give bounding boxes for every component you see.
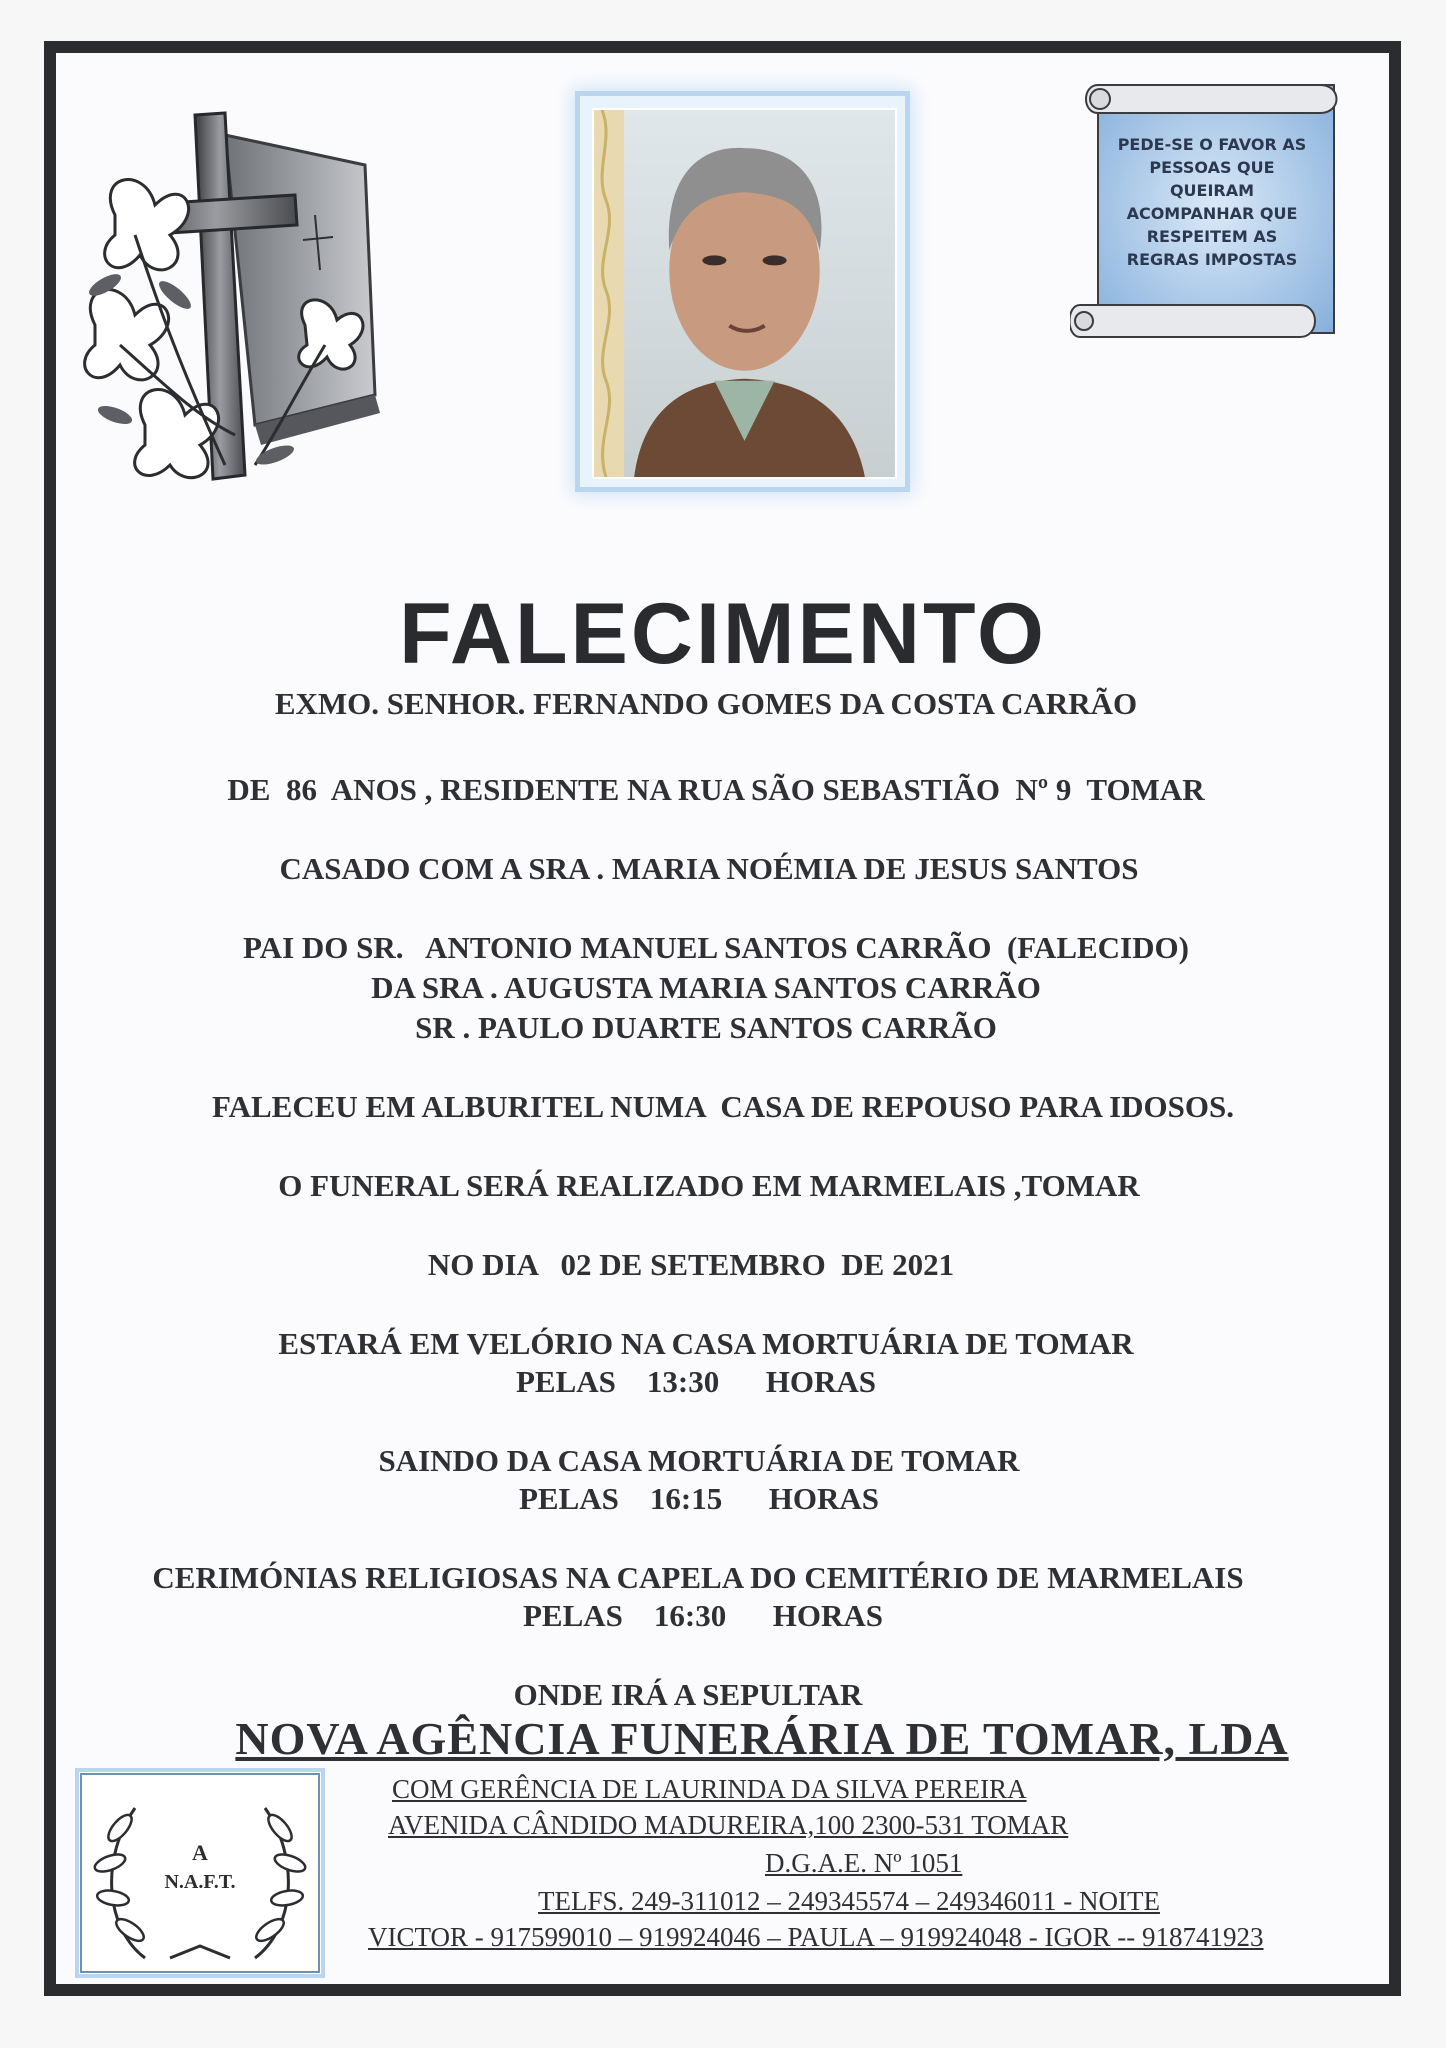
age-residence: DE 86 ANOS , RESIDENTE NA RUA SÃO SEBASTIÃO Nº 9 TOMAR (227, 772, 1205, 807)
laurel-wreath-icon (75, 1768, 325, 1978)
cross-lily-ornament-icon (75, 95, 395, 490)
children-line-2: DA SRA . AUGUSTA MARIA SANTOS CARRÃO (371, 970, 1041, 1005)
departure-line: SAINDO DA CASA MORTUÁRIA DE TOMAR (378, 1443, 1020, 1478)
page-title: FALECIMENTO (399, 586, 1047, 682)
seal-abbrev: N.A.F.T. (164, 1871, 236, 1893)
departure-time-line: PELAS 16:15 HORAS (519, 1481, 879, 1516)
seal-letter: A (192, 1840, 208, 1865)
children-line-3: SR . PAULO DUARTE SANTOS CARRÃO (415, 1010, 997, 1045)
wake-line: ESTARÁ EM VELÓRIO NA CASA MORTUÁRIA DE TOMAR (278, 1326, 1134, 1361)
ceremonies-line: CERIMÓNIAS RELIGIOSAS NA CAPELA DO CEMITÉRIO DE MARMELAIS (152, 1560, 1244, 1595)
agency-dgae: D.G.A.E. Nº 1051 (765, 1848, 963, 1878)
burial-line: ONDE IRÁ A SEPULTAR (513, 1677, 863, 1712)
ceremonies-time-line: PELAS 16:30 HORAS (523, 1598, 883, 1633)
children-line-1: PAI DO SR. ANTONIO MANUEL SANTOS CARRÃO (FALECIDO) (243, 930, 1189, 965)
portrait-photo (592, 108, 897, 479)
funeral-place-line: O FUNERAL SERÁ REALIZADO EM MARMELAIS ,TOMAR (278, 1168, 1140, 1203)
funeral-date-line: NO DIA 02 DE SETEMBRO DE 2021 (427, 1247, 955, 1282)
agency-contacts: VICTOR - 917599010 – 919924046 – PAULA – 919924048 - IGOR -- 918741923 (368, 1922, 1264, 1952)
deceased-portrait (580, 96, 905, 487)
notice-text: PEDE-SE O FAVOR AS PESSOAS QUE QUEIRAM ACOMPANHAR QUE RESPEITEM AS REGRAS IMPOSTAS (1117, 135, 1307, 269)
agency-seal (75, 1768, 325, 1978)
deceased-name: EXMO. SENHOR. FERNANDO GOMES DA COSTA CARRÃO (274, 686, 1138, 721)
agency-management: COM GERÊNCIA DE LAURINDA DA SILVA PEREIRA (392, 1774, 1027, 1804)
agency-phones: TELFS. 249-311012 – 249345574 – 249346011 - NOITE (538, 1886, 1160, 1916)
wake-time-line: PELAS 13:30 HORAS (516, 1364, 876, 1399)
death-place-line: FALECEU EM ALBURITEL NUMA CASA DE REPOUSO PARA IDOSOS. (211, 1089, 1235, 1124)
agency-address: AVENIDA CÂNDIDO MADUREIRA,100 2300-531 TOMAR (388, 1810, 1069, 1840)
person-photo-icon (594, 110, 895, 477)
agency-name: NOVA AGÊNCIA FUNERÁRIA DE TOMAR, LDA (235, 1713, 1289, 1764)
spouse-line: CASADO COM A SRA . MARIA NOÉMIA DE JESUS SANTOS (279, 851, 1139, 886)
